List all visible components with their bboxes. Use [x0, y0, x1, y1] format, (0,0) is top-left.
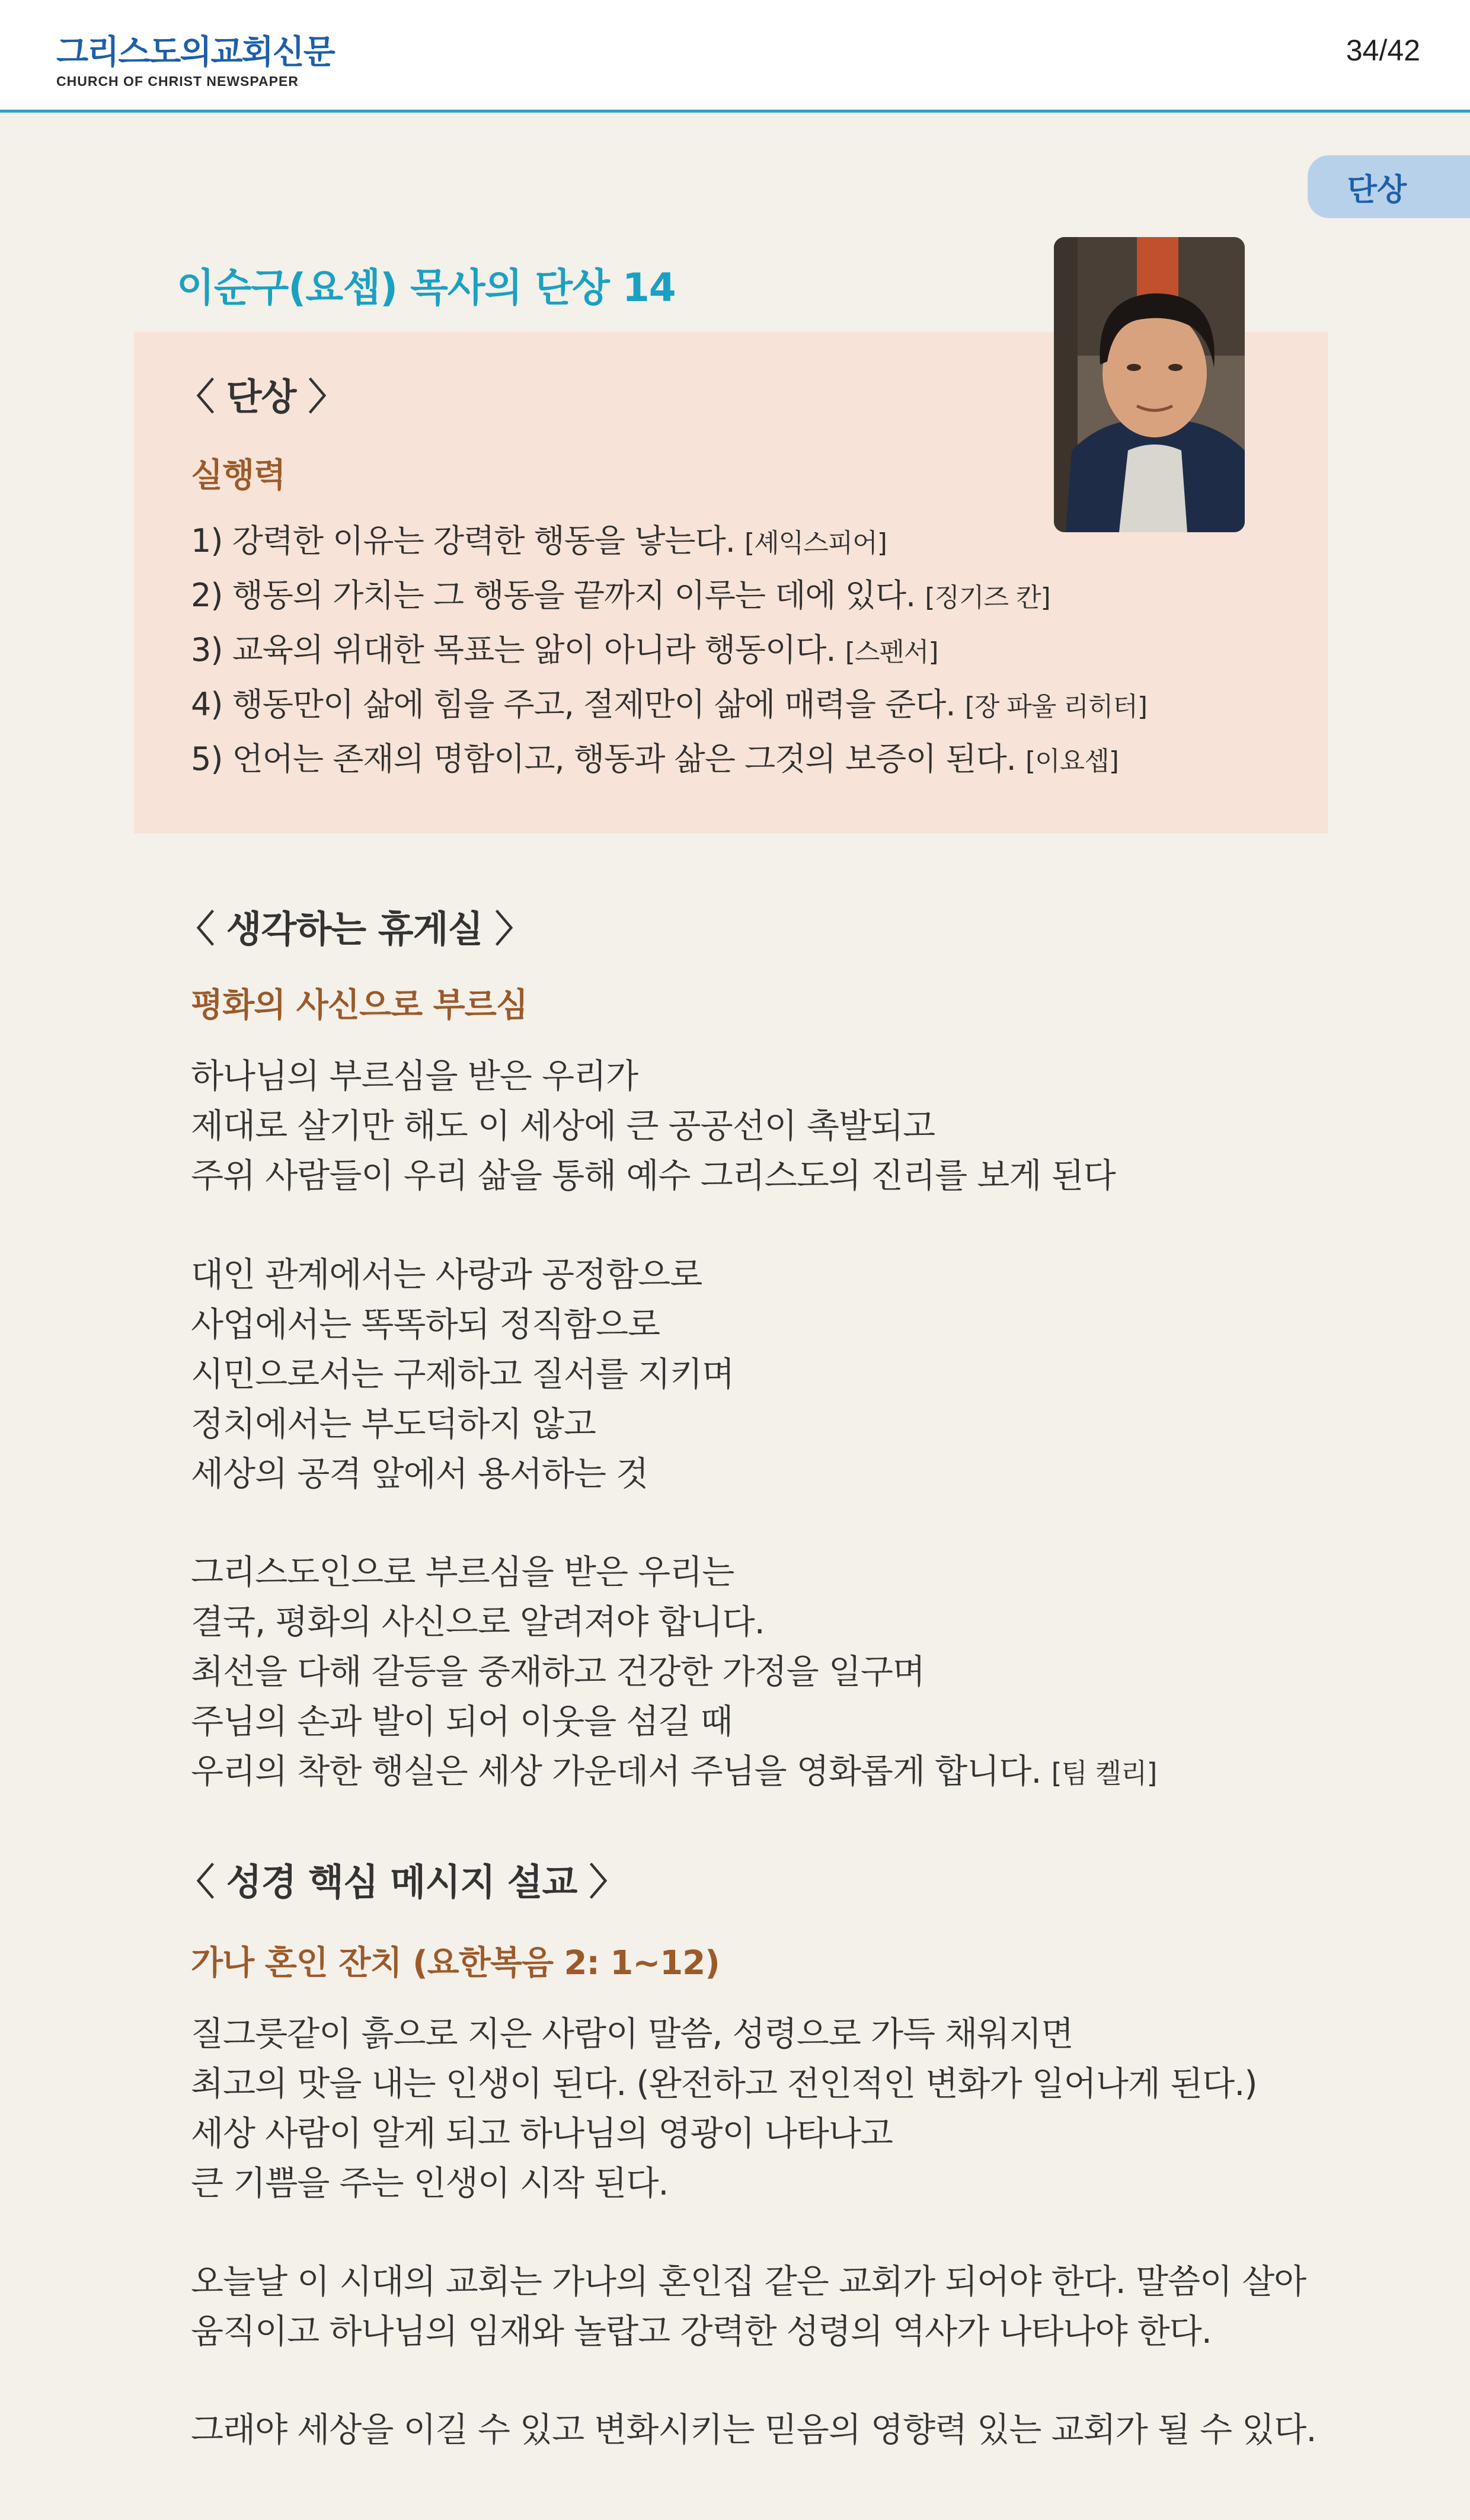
quote-text: 4) 행동만이 삶에 힘을 주고, 절제만이 삶에 매력을 준다.: [191, 686, 965, 723]
quote-text: 2) 행동의 가치는 그 행동을 끝까지 이루는 데에 있다.: [191, 577, 925, 614]
sermon-heading: 〈 성경 핵심 메시지 설교 〉: [178, 1860, 625, 1904]
lounge-line: 주님의 손과 발이 되어 이웃을 섬길 때: [191, 1702, 733, 1741]
portrait-icon: [1054, 237, 1245, 532]
article-title: 이순구(요셉) 목사의 단상 14: [177, 265, 676, 311]
portrait-photo: [1054, 237, 1245, 532]
lounge-line: 하나님의 부르심을 받은 우리가: [191, 1057, 638, 1096]
lounge-line: 사업에서는 똑똑하되 정직함으로: [191, 1305, 660, 1344]
meditation-subheading: 실행력: [191, 456, 286, 495]
quote-source: [징기즈 칸]: [925, 583, 1050, 613]
quote-source: [장 파울 리히터]: [964, 692, 1148, 722]
quote-source: [셰익스피어]: [744, 528, 887, 558]
quote-line: [191, 516, 887, 561]
lounge-line: 그리스도인으로 부르심을 받은 우리는: [191, 1553, 734, 1592]
quote-line: [191, 625, 938, 670]
quote-source: [팀 켈리]: [1051, 1757, 1157, 1789]
lounge-line: 시민으로서는 구제하고 질서를 지키며: [191, 1355, 734, 1394]
logo-korean: 그리스도의교회신문: [56, 33, 334, 72]
sermon-line: 질그릇같이 흙으로 지은 사람이 말씀, 성령으로 가득 채워지면: [191, 2014, 1073, 2054]
lounge-line: 제대로 살기만 해도 이 세상에 큰 공공선이 촉발되고: [191, 1107, 935, 1146]
lounge-line: 주위 사람들이 우리 삶을 통해 예수 그리스도의 진리를 보게 된다: [191, 1156, 1116, 1195]
sermon-line: 세상 사람이 알게 되고 하나님의 영광이 나타나고: [191, 2114, 893, 2153]
quote-text: 1) 강력한 이유는 강력한 행동을 낳는다.: [191, 522, 745, 559]
section-tab[interactable]: 단상: [1308, 155, 1470, 218]
lounge-subheading: 평화의 사신으로 부르심: [191, 986, 528, 1025]
lounge-line: 세상의 공격 앞에서 용서하는 것: [191, 1454, 648, 1494]
lounge-heading: 〈 생각하는 휴게실 〉: [178, 907, 531, 951]
sermon-line: 그래야 세상을 이길 수 있고 변화시키는 믿음의 영향력 있는 교회가 될 수 있다.: [191, 2410, 1316, 2449]
sermon-subheading: 가나 혼인 잔치 (요한복음 2: 1~12): [191, 1944, 720, 1982]
lounge-line: 정치에서는 부도덕하지 않고: [191, 1405, 596, 1444]
logo-english: CHURCH OF CHRIST NEWSPAPER: [56, 73, 299, 89]
lounge-line: [191, 1744, 1156, 1793]
quote-line: [191, 734, 1119, 779]
lounge-line-text: 우리의 착한 행실은 세상 가운데서 주님을 영화롭게 합니다.: [191, 1752, 1052, 1791]
page-number: 34/42: [1346, 34, 1420, 67]
lounge-line: 최선을 다해 갈등을 중재하고 건강한 가정을 일구며: [191, 1652, 925, 1691]
meditation-heading: 〈 단상 〉: [178, 375, 344, 418]
sermon-line: 최고의 맛을 내는 인생이 된다. (완전하고 전인적인 변화가 일어나게 된다.): [191, 2064, 1257, 2103]
quote-line: [191, 570, 1050, 616]
page-header: [0, 0, 1470, 113]
sermon-line: 큰 기쁨을 주는 인생이 시작 된다.: [191, 2164, 669, 2203]
quote-text: 5) 언어는 존재의 명함이고, 행동과 삶은 그것의 보증이 된다.: [191, 740, 1026, 778]
quote-line: [191, 679, 1147, 725]
sermon-line: 오늘날 이 시대의 교회는 가나의 혼인집 같은 교회가 되어야 한다. 말씀이 살아: [191, 2262, 1306, 2301]
quote-text: 3) 교육의 위대한 목표는 앎이 아니라 행동이다.: [191, 631, 845, 669]
quote-source: [스펜서]: [845, 637, 938, 667]
newspaper-logo[interactable]: [56, 34, 334, 90]
quote-source: [이요셉]: [1025, 746, 1119, 776]
sermon-line: 움직이고 하나님의 임재와 놀랍고 강력한 성령의 역사가 나타나야 한다.: [191, 2312, 1212, 2351]
lounge-line: 대인 관계에서는 사랑과 공정함으로: [191, 1255, 702, 1294]
lounge-line: 결국, 평화의 사신으로 알려져야 합니다.: [191, 1603, 765, 1642]
